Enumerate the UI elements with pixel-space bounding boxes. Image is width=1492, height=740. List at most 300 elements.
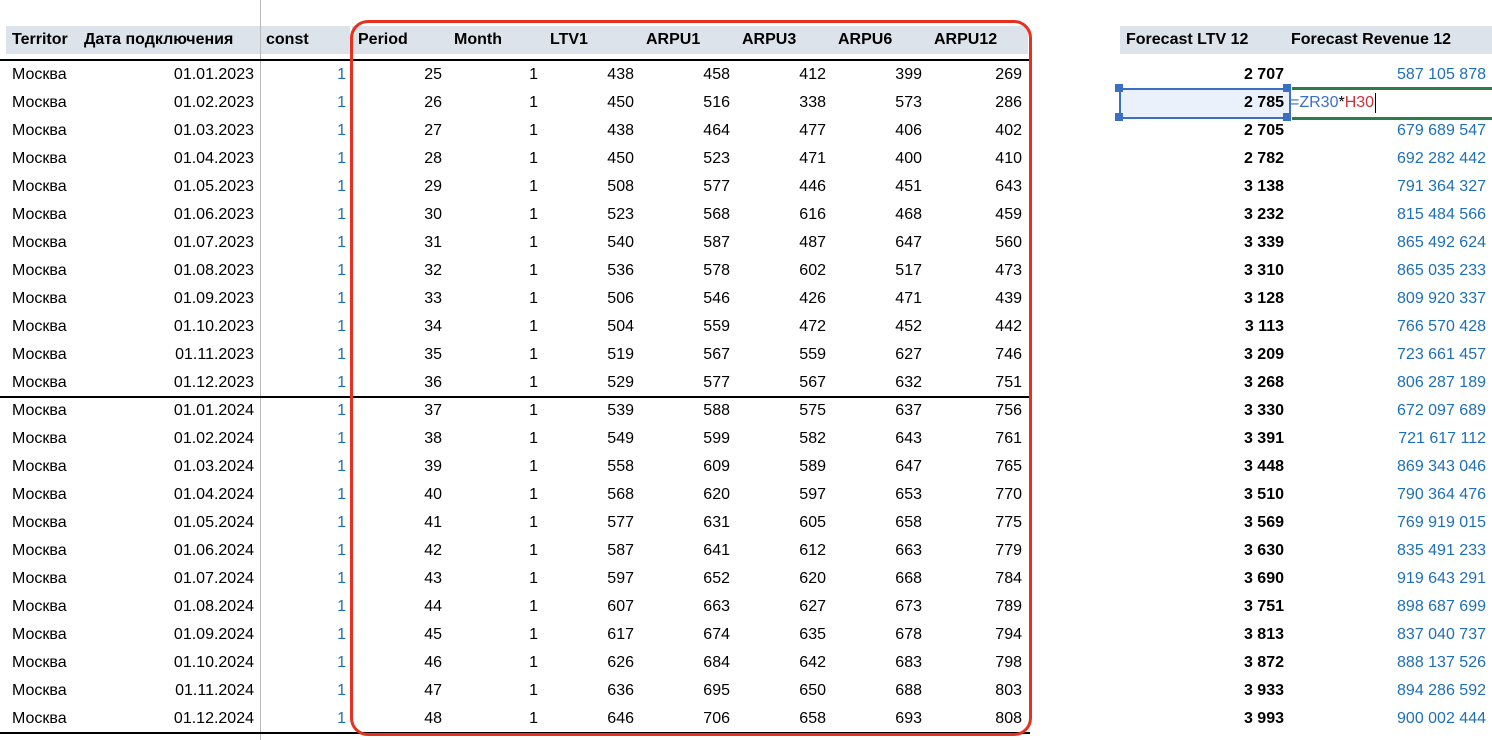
cell-arpu3[interactable]: 582 <box>799 430 826 447</box>
cell-forecast-ltv[interactable]: 2 707 <box>1243 66 1284 83</box>
cell-arpu6[interactable]: 471 <box>895 290 922 307</box>
cell-arpu6[interactable]: 632 <box>895 374 922 391</box>
cell-arpu3[interactable]: 477 <box>799 122 826 139</box>
cell-ltv1[interactable]: 529 <box>607 374 634 391</box>
selection-handle-top-left[interactable] <box>1115 84 1123 92</box>
cell-ltv1[interactable]: 508 <box>607 178 634 195</box>
cell-arpu12[interactable]: 789 <box>995 598 1022 615</box>
cell-forecast-ltv[interactable]: 3 933 <box>1243 682 1284 699</box>
cell-date[interactable]: 01.07.2023 <box>173 234 254 251</box>
cell-arpu3[interactable]: 338 <box>799 94 826 111</box>
cell-date[interactable]: 01.06.2024 <box>173 542 254 559</box>
cell-forecast-ltv[interactable]: 3 339 <box>1243 234 1284 251</box>
header-forecast-revenue[interactable]: Forecast Revenue 12 <box>1285 26 1492 54</box>
cell-arpu1[interactable]: 546 <box>703 290 730 307</box>
cell-forecast-ltv[interactable]: 3 569 <box>1243 514 1284 531</box>
cell-const[interactable]: 1 <box>337 178 346 195</box>
cell-period[interactable]: 28 <box>424 150 442 167</box>
cell-ltv1[interactable]: 607 <box>607 598 634 615</box>
cell-territory[interactable]: Москва <box>12 542 67 559</box>
cell-ltv1[interactable]: 587 <box>607 542 634 559</box>
cell-arpu6[interactable]: 451 <box>895 178 922 195</box>
cell-date[interactable]: 01.09.2024 <box>173 626 254 643</box>
cell-date[interactable]: 01.02.2024 <box>173 430 254 447</box>
header-arpu1[interactable]: ARPU1 <box>640 26 736 54</box>
cell-period[interactable]: 25 <box>424 66 442 83</box>
cell-date[interactable]: 01.08.2024 <box>173 598 254 615</box>
cell-period[interactable]: 38 <box>424 430 442 447</box>
cell-month[interactable]: 1 <box>529 374 538 391</box>
cell-arpu12[interactable]: 770 <box>995 486 1022 503</box>
cell-const[interactable]: 1 <box>337 598 346 615</box>
cell-forecast-ltv[interactable]: 3 391 <box>1243 430 1284 447</box>
cell-arpu12[interactable]: 803 <box>995 682 1022 699</box>
cell-arpu3[interactable]: 559 <box>799 346 826 363</box>
cell-month[interactable]: 1 <box>529 514 538 531</box>
cell-forecast-revenue[interactable]: 815 484 566 <box>1397 206 1486 223</box>
cell-arpu1[interactable]: 567 <box>703 346 730 363</box>
cell-forecast-revenue[interactable]: 672 097 689 <box>1397 402 1486 419</box>
cell-arpu3[interactable]: 642 <box>799 654 826 671</box>
cell-forecast-ltv[interactable]: 3 128 <box>1243 290 1284 307</box>
cell-arpu1[interactable]: 578 <box>703 262 730 279</box>
cell-territory[interactable]: Москва <box>12 486 67 503</box>
cell-arpu1[interactable]: 706 <box>703 710 730 727</box>
cell-arpu6[interactable]: 678 <box>895 626 922 643</box>
cell-const[interactable]: 1 <box>337 346 346 363</box>
cell-month[interactable]: 1 <box>529 234 538 251</box>
cell-forecast-ltv[interactable]: 3 209 <box>1243 346 1284 363</box>
cell-arpu12[interactable]: 751 <box>995 374 1022 391</box>
cell-arpu12[interactable]: 765 <box>995 458 1022 475</box>
cell-month[interactable]: 1 <box>529 346 538 363</box>
cell-arpu6[interactable]: 643 <box>895 430 922 447</box>
cell-arpu1[interactable]: 587 <box>703 234 730 251</box>
cell-date[interactable]: 01.11.2024 <box>175 682 254 699</box>
cell-arpu12[interactable]: 794 <box>995 626 1022 643</box>
cell-forecast-revenue[interactable]: 790 364 476 <box>1397 486 1486 503</box>
cell-ltv1[interactable]: 536 <box>607 262 634 279</box>
cell-territory[interactable]: Москва <box>12 458 67 475</box>
cell-date[interactable]: 01.02.2023 <box>173 94 254 111</box>
cell-date[interactable]: 01.04.2023 <box>173 150 254 167</box>
cell-arpu6[interactable]: 647 <box>895 458 922 475</box>
header-date[interactable]: Дата подключения <box>78 26 260 54</box>
cell-arpu12[interactable]: 775 <box>995 514 1022 531</box>
cell-territory[interactable]: Москва <box>12 122 67 139</box>
cell-forecast-ltv[interactable]: 3 872 <box>1243 654 1284 671</box>
cell-date[interactable]: 01.10.2023 <box>173 318 254 335</box>
cell-territory[interactable]: Москва <box>12 66 67 83</box>
cell-arpu3[interactable]: 472 <box>799 318 826 335</box>
cell-period[interactable]: 48 <box>424 710 442 727</box>
cell-forecast-ltv[interactable]: 3 813 <box>1243 626 1284 643</box>
cell-forecast-revenue[interactable]: 865 035 233 <box>1397 262 1486 279</box>
cell-const[interactable]: 1 <box>337 374 346 391</box>
cell-period[interactable]: 32 <box>424 262 442 279</box>
cell-arpu3[interactable]: 446 <box>799 178 826 195</box>
cell-territory[interactable]: Москва <box>12 178 67 195</box>
cell-month[interactable]: 1 <box>529 570 538 587</box>
cell-arpu3[interactable]: 627 <box>799 598 826 615</box>
cell-date[interactable]: 01.12.2024 <box>173 710 254 727</box>
cell-arpu6[interactable]: 647 <box>895 234 922 251</box>
cell-forecast-revenue[interactable]: 806 287 189 <box>1397 374 1486 391</box>
cell-const[interactable]: 1 <box>337 318 346 335</box>
cell-arpu6[interactable]: 406 <box>895 122 922 139</box>
cell-arpu3[interactable]: 575 <box>799 402 826 419</box>
cell-forecast-revenue[interactable]: 679 689 547 <box>1397 122 1486 139</box>
cell-ltv1[interactable]: 568 <box>607 486 634 503</box>
header-period[interactable]: Period <box>352 26 448 54</box>
cell-forecast-ltv[interactable]: 3 310 <box>1243 262 1284 279</box>
cell-month[interactable]: 1 <box>529 66 538 83</box>
cell-date[interactable]: 01.03.2023 <box>173 122 254 139</box>
cell-arpu1[interactable]: 695 <box>703 682 730 699</box>
cell-arpu3[interactable]: 471 <box>799 150 826 167</box>
cell-arpu6[interactable]: 673 <box>895 598 922 615</box>
cell-arpu6[interactable]: 658 <box>895 514 922 531</box>
cell-const[interactable]: 1 <box>337 234 346 251</box>
cell-period[interactable]: 36 <box>424 374 442 391</box>
cell-date[interactable]: 01.05.2023 <box>173 178 254 195</box>
cell-ltv1[interactable]: 549 <box>607 430 634 447</box>
cell-arpu3[interactable]: 650 <box>799 682 826 699</box>
header-arpu12[interactable]: ARPU12 <box>928 26 1028 54</box>
cell-ltv1[interactable]: 540 <box>607 234 634 251</box>
cell-date[interactable]: 01.01.2023 <box>173 66 254 83</box>
cell-arpu12[interactable]: 756 <box>995 402 1022 419</box>
cell-arpu1[interactable]: 516 <box>703 94 730 111</box>
cell-arpu1[interactable]: 588 <box>703 402 730 419</box>
cell-arpu1[interactable]: 577 <box>703 178 730 195</box>
cell-arpu6[interactable]: 637 <box>895 402 922 419</box>
cell-arpu1[interactable]: 577 <box>703 374 730 391</box>
cell-period[interactable]: 43 <box>424 570 442 587</box>
cell-period[interactable]: 37 <box>424 402 442 419</box>
cell-arpu6[interactable]: 653 <box>895 486 922 503</box>
cell-ltv1[interactable]: 450 <box>607 94 634 111</box>
cell-territory[interactable]: Москва <box>12 710 67 727</box>
header-const[interactable]: const <box>260 26 350 54</box>
cell-const[interactable]: 1 <box>337 458 346 475</box>
cell-const[interactable]: 1 <box>337 430 346 447</box>
cell-arpu1[interactable]: 609 <box>703 458 730 475</box>
cell-date[interactable]: 01.06.2023 <box>173 206 254 223</box>
cell-date[interactable]: 01.12.2023 <box>173 374 254 391</box>
cell-arpu1[interactable]: 663 <box>703 598 730 615</box>
cell-forecast-revenue[interactable]: 888 137 526 <box>1397 654 1486 671</box>
cell-month[interactable]: 1 <box>529 486 538 503</box>
cell-ltv1[interactable]: 558 <box>607 458 634 475</box>
cell-arpu1[interactable]: 568 <box>703 206 730 223</box>
cell-period[interactable]: 39 <box>424 458 442 475</box>
cell-arpu12[interactable]: 269 <box>995 66 1022 83</box>
cell-territory[interactable]: Москва <box>12 626 67 643</box>
cell-month[interactable]: 1 <box>529 206 538 223</box>
cell-arpu3[interactable]: 612 <box>799 542 826 559</box>
cell-arpu12[interactable]: 779 <box>995 542 1022 559</box>
cell-arpu1[interactable]: 674 <box>703 626 730 643</box>
cell-period[interactable]: 27 <box>424 122 442 139</box>
cell-date[interactable]: 01.01.2024 <box>173 402 254 419</box>
cell-period[interactable]: 47 <box>424 682 442 699</box>
cell-arpu12[interactable]: 746 <box>995 346 1022 363</box>
cell-forecast-ltv[interactable]: 3 993 <box>1243 710 1284 727</box>
cell-forecast-ltv[interactable]: 3 751 <box>1243 598 1284 615</box>
cell-ltv1[interactable]: 523 <box>607 206 634 223</box>
cell-arpu12[interactable]: 761 <box>995 430 1022 447</box>
cell-arpu3[interactable]: 412 <box>799 66 826 83</box>
cell-forecast-revenue[interactable]: 865 492 624 <box>1397 234 1486 251</box>
cell-territory[interactable]: Москва <box>12 318 67 335</box>
cell-ltv1[interactable]: 504 <box>607 318 634 335</box>
cell-const[interactable]: 1 <box>337 94 346 111</box>
cell-forecast-ltv[interactable]: 2 785 <box>1120 89 1290 117</box>
cell-ltv1[interactable]: 519 <box>607 346 634 363</box>
cell-const[interactable]: 1 <box>337 66 346 83</box>
cell-forecast-revenue[interactable]: 766 570 428 <box>1397 318 1486 335</box>
cell-arpu12[interactable]: 560 <box>995 234 1022 251</box>
cell-date[interactable]: 01.09.2023 <box>173 290 254 307</box>
cell-arpu12[interactable]: 402 <box>995 122 1022 139</box>
cell-ltv1[interactable]: 438 <box>607 66 634 83</box>
cell-period[interactable]: 46 <box>424 654 442 671</box>
cell-period[interactable]: 41 <box>424 514 442 531</box>
cell-arpu1[interactable]: 652 <box>703 570 730 587</box>
cell-forecast-ltv[interactable]: 3 510 <box>1243 486 1284 503</box>
cell-arpu12[interactable]: 439 <box>995 290 1022 307</box>
cell-period[interactable]: 40 <box>424 486 442 503</box>
cell-date[interactable]: 01.11.2023 <box>175 346 254 363</box>
cell-arpu3[interactable]: 597 <box>799 486 826 503</box>
cell-arpu6[interactable]: 452 <box>895 318 922 335</box>
cell-arpu3[interactable]: 567 <box>799 374 826 391</box>
cell-month[interactable]: 1 <box>529 94 538 111</box>
cell-period[interactable]: 29 <box>424 178 442 195</box>
cell-territory[interactable]: Москва <box>12 514 67 531</box>
cell-arpu6[interactable]: 400 <box>895 150 922 167</box>
cell-arpu12[interactable]: 473 <box>995 262 1022 279</box>
cell-territory[interactable]: Москва <box>12 94 67 111</box>
cell-date[interactable]: 01.10.2024 <box>173 654 254 671</box>
cell-forecast-revenue[interactable]: 837 040 737 <box>1397 626 1486 643</box>
cell-const[interactable]: 1 <box>337 402 346 419</box>
header-ltv1[interactable]: LTV1 <box>544 26 640 54</box>
cell-arpu12[interactable]: 410 <box>995 150 1022 167</box>
header-arpu6[interactable]: ARPU6 <box>832 26 928 54</box>
cell-arpu12[interactable]: 784 <box>995 570 1022 587</box>
cell-arpu3[interactable]: 620 <box>799 570 826 587</box>
cell-month[interactable]: 1 <box>529 654 538 671</box>
cell-const[interactable]: 1 <box>337 682 346 699</box>
cell-arpu12[interactable]: 286 <box>995 94 1022 111</box>
cell-period[interactable]: 33 <box>424 290 442 307</box>
cell-forecast-revenue[interactable]: 869 343 046 <box>1397 458 1486 475</box>
cell-forecast-ltv[interactable]: 3 138 <box>1243 178 1284 195</box>
cell-territory[interactable]: Москва <box>12 290 67 307</box>
cell-arpu1[interactable]: 641 <box>703 542 730 559</box>
cell-date[interactable]: 01.08.2023 <box>173 262 254 279</box>
selection-handle-bottom-left[interactable] <box>1115 113 1123 121</box>
cell-arpu1[interactable]: 599 <box>703 430 730 447</box>
cell-arpu12[interactable]: 808 <box>995 710 1022 727</box>
cell-date[interactable]: 01.07.2024 <box>173 570 254 587</box>
cell-arpu3[interactable]: 616 <box>799 206 826 223</box>
cell-arpu1[interactable]: 523 <box>703 150 730 167</box>
cell-const[interactable]: 1 <box>337 122 346 139</box>
cell-territory[interactable]: Москва <box>12 374 67 391</box>
cell-territory[interactable]: Москва <box>12 150 67 167</box>
cell-territory[interactable]: Москва <box>12 430 67 447</box>
header-arpu3[interactable]: ARPU3 <box>736 26 832 54</box>
cell-arpu6[interactable]: 517 <box>895 262 922 279</box>
cell-const[interactable]: 1 <box>337 290 346 307</box>
cell-forecast-ltv[interactable]: 3 690 <box>1243 570 1284 587</box>
cell-month[interactable]: 1 <box>529 290 538 307</box>
cell-month[interactable]: 1 <box>529 178 538 195</box>
cell-ltv1[interactable]: 636 <box>607 682 634 699</box>
cell-forecast-revenue[interactable]: 894 286 592 <box>1397 682 1486 699</box>
cell-forecast-ltv[interactable]: 2 705 <box>1243 122 1284 139</box>
formula-editor[interactable] <box>1290 89 1376 117</box>
cell-period[interactable]: 45 <box>424 626 442 643</box>
cell-forecast-ltv[interactable]: 3 630 <box>1243 542 1284 559</box>
cell-const[interactable]: 1 <box>337 626 346 643</box>
cell-period[interactable]: 30 <box>424 206 442 223</box>
cell-month[interactable]: 1 <box>529 402 538 419</box>
cell-territory[interactable]: Москва <box>12 682 67 699</box>
cell-ltv1[interactable]: 577 <box>607 514 634 531</box>
cell-forecast-revenue[interactable]: 723 661 457 <box>1397 346 1486 363</box>
cell-arpu1[interactable]: 559 <box>703 318 730 335</box>
cell-const[interactable]: 1 <box>337 542 346 559</box>
cell-arpu6[interactable]: 683 <box>895 654 922 671</box>
cell-arpu6[interactable]: 627 <box>895 346 922 363</box>
cell-month[interactable]: 1 <box>529 598 538 615</box>
cell-forecast-revenue[interactable]: 587 105 878 <box>1397 66 1486 83</box>
cell-ltv1[interactable]: 438 <box>607 122 634 139</box>
cell-arpu1[interactable]: 631 <box>703 514 730 531</box>
cell-arpu3[interactable]: 635 <box>799 626 826 643</box>
cell-forecast-revenue[interactable]: 809 920 337 <box>1397 290 1486 307</box>
cell-arpu3[interactable]: 487 <box>799 234 826 251</box>
cell-territory[interactable]: Москва <box>12 346 67 363</box>
cell-const[interactable]: 1 <box>337 150 346 167</box>
cell-month[interactable]: 1 <box>529 150 538 167</box>
cell-arpu12[interactable]: 798 <box>995 654 1022 671</box>
cell-month[interactable]: 1 <box>529 458 538 475</box>
cell-period[interactable]: 44 <box>424 598 442 615</box>
cell-territory[interactable]: Москва <box>12 654 67 671</box>
cell-forecast-revenue[interactable]: 919 643 291 <box>1397 570 1486 587</box>
cell-period[interactable]: 26 <box>424 94 442 111</box>
cell-arpu6[interactable]: 573 <box>895 94 922 111</box>
cell-period[interactable]: 35 <box>424 346 442 363</box>
cell-date[interactable]: 01.05.2024 <box>173 514 254 531</box>
cell-arpu6[interactable]: 399 <box>895 66 922 83</box>
cell-forecast-ltv[interactable]: 3 330 <box>1243 402 1284 419</box>
cell-const[interactable]: 1 <box>337 514 346 531</box>
cell-forecast-ltv[interactable]: 3 113 <box>1244 318 1284 335</box>
cell-territory[interactable]: Москва <box>12 598 67 615</box>
cell-ltv1[interactable]: 646 <box>607 710 634 727</box>
cell-const[interactable]: 1 <box>337 570 346 587</box>
cell-territory[interactable]: Москва <box>12 234 67 251</box>
cell-arpu3[interactable]: 589 <box>799 458 826 475</box>
cell-ltv1[interactable]: 597 <box>607 570 634 587</box>
cell-arpu1[interactable]: 458 <box>703 66 730 83</box>
cell-const[interactable]: 1 <box>337 262 346 279</box>
cell-forecast-ltv[interactable]: 3 232 <box>1243 206 1284 223</box>
cell-month[interactable]: 1 <box>529 262 538 279</box>
cell-date[interactable]: 01.03.2024 <box>173 458 254 475</box>
cell-date[interactable]: 01.04.2024 <box>173 486 254 503</box>
cell-arpu3[interactable]: 605 <box>799 514 826 531</box>
cell-ltv1[interactable]: 450 <box>607 150 634 167</box>
cell-arpu6[interactable]: 688 <box>895 682 922 699</box>
cell-month[interactable]: 1 <box>529 430 538 447</box>
cell-arpu6[interactable]: 693 <box>895 710 922 727</box>
cell-territory[interactable]: Москва <box>12 402 67 419</box>
cell-ltv1[interactable]: 626 <box>607 654 634 671</box>
cell-territory[interactable]: Москва <box>12 206 67 223</box>
header-territory[interactable]: Territor <box>6 26 78 54</box>
cell-forecast-revenue[interactable]: 769 919 015 <box>1397 514 1486 531</box>
cell-arpu12[interactable]: 459 <box>995 206 1022 223</box>
cell-arpu12[interactable]: 643 <box>995 178 1022 195</box>
cell-period[interactable]: 31 <box>424 234 442 251</box>
cell-arpu3[interactable]: 602 <box>799 262 826 279</box>
cell-arpu12[interactable]: 442 <box>995 318 1022 335</box>
cell-territory[interactable]: Москва <box>12 262 67 279</box>
cell-arpu6[interactable]: 663 <box>895 542 922 559</box>
cell-forecast-revenue[interactable]: 835 491 233 <box>1397 542 1486 559</box>
cell-forecast-revenue[interactable]: 898 687 699 <box>1397 598 1486 615</box>
cell-forecast-revenue[interactable]: 791 364 327 <box>1397 178 1486 195</box>
cell-forecast-revenue[interactable]: 721 617 112 <box>1398 430 1486 447</box>
cell-arpu6[interactable]: 468 <box>895 206 922 223</box>
cell-forecast-ltv[interactable]: 2 782 <box>1243 150 1284 167</box>
formula-ref-1[interactable]: ZR30 <box>1299 94 1339 111</box>
cell-forecast-ltv[interactable]: 3 448 <box>1243 458 1284 475</box>
cell-arpu3[interactable]: 426 <box>799 290 826 307</box>
header-forecast-ltv[interactable]: Forecast LTV 12 <box>1120 26 1285 54</box>
cell-territory[interactable]: Москва <box>12 570 67 587</box>
cell-arpu1[interactable]: 684 <box>703 654 730 671</box>
cell-ltv1[interactable]: 539 <box>607 402 634 419</box>
cell-const[interactable]: 1 <box>337 206 346 223</box>
cell-period[interactable]: 42 <box>424 542 442 559</box>
cell-forecast-ltv[interactable]: 3 268 <box>1243 374 1284 391</box>
formula-ref-2[interactable]: H30 <box>1344 94 1375 111</box>
selected-cell-outline[interactable] <box>1119 88 1291 119</box>
cell-month[interactable]: 1 <box>529 710 538 727</box>
cell-forecast-revenue[interactable]: 900 002 444 <box>1397 710 1486 727</box>
cell-arpu6[interactable]: 668 <box>895 570 922 587</box>
cell-const[interactable]: 1 <box>337 654 346 671</box>
cell-forecast-revenue[interactable]: 692 282 442 <box>1397 150 1486 167</box>
cell-arpu1[interactable]: 464 <box>703 122 730 139</box>
header-month[interactable]: Month <box>448 26 544 54</box>
cell-ltv1[interactable]: 506 <box>607 290 634 307</box>
cell-arpu1[interactable]: 620 <box>703 486 730 503</box>
cell-period[interactable]: 34 <box>424 318 442 335</box>
cell-ltv1[interactable]: 617 <box>607 626 634 643</box>
cell-month[interactable]: 1 <box>529 682 538 699</box>
cell-month[interactable]: 1 <box>529 122 538 139</box>
cell-const[interactable]: 1 <box>337 710 346 727</box>
